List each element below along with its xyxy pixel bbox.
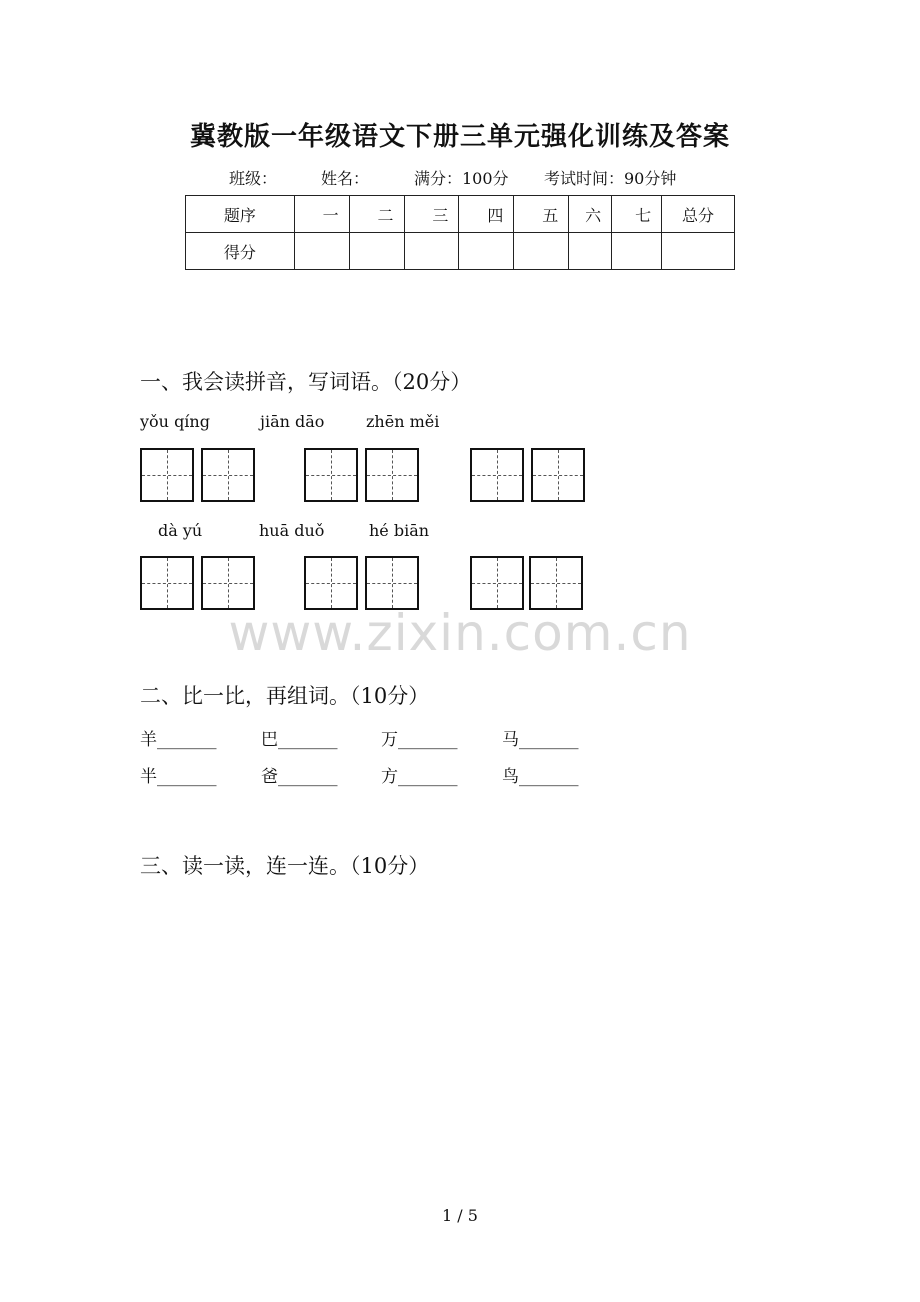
word-fill-item[interactable]: 方_______ bbox=[381, 767, 458, 787]
word-fill-item[interactable]: 巴_______ bbox=[261, 730, 338, 750]
pinyin-label: huā duǒ bbox=[259, 521, 325, 540]
writing-grid-box[interactable] bbox=[529, 556, 583, 610]
header-cell: 题序 bbox=[186, 196, 295, 233]
score-table-score-row bbox=[186, 233, 735, 270]
writing-grid-box[interactable] bbox=[140, 448, 194, 502]
writing-grid-box[interactable] bbox=[470, 448, 524, 502]
pinyin-label: jiān dāo bbox=[260, 412, 325, 431]
pinyin-label: yǒu qíng bbox=[140, 412, 210, 431]
writing-grid-box[interactable] bbox=[470, 556, 524, 610]
score-cell[interactable] bbox=[459, 233, 514, 270]
writing-grid-box[interactable] bbox=[304, 448, 358, 502]
writing-grid-box[interactable] bbox=[201, 556, 255, 610]
word-fill-item[interactable]: 万_______ bbox=[381, 730, 458, 750]
score-cell[interactable] bbox=[294, 233, 349, 270]
writing-grid-box[interactable] bbox=[531, 448, 585, 502]
header-cell: 一 bbox=[294, 196, 349, 233]
header-cell: 七 bbox=[612, 196, 662, 233]
writing-grid-box[interactable] bbox=[201, 448, 255, 502]
pinyin-label: dà yú bbox=[158, 521, 203, 540]
header-cell: 四 bbox=[459, 196, 514, 233]
score-cell[interactable] bbox=[662, 233, 735, 270]
document-title: 冀教版一年级语文下册三单元强化训练及答案 bbox=[189, 122, 730, 152]
row-label-cell: 得分 bbox=[186, 233, 295, 270]
class-label: 班级： bbox=[229, 169, 278, 188]
word-fill-item[interactable]: 鸟_______ bbox=[502, 767, 579, 787]
word-fill-item[interactable]: 马_______ bbox=[502, 730, 579, 750]
word-fill-item[interactable]: 爸_______ bbox=[261, 767, 338, 787]
name-label: 姓名： bbox=[321, 169, 370, 188]
section1-heading: 一、我会读拼音，写词语。（20分） bbox=[140, 370, 472, 394]
word-fill-item[interactable]: 羊_______ bbox=[140, 730, 217, 750]
header-cell: 总分 bbox=[662, 196, 735, 233]
score-cell[interactable] bbox=[612, 233, 662, 270]
writing-grid-box[interactable] bbox=[365, 556, 419, 610]
header-cell: 三 bbox=[404, 196, 459, 233]
score-cell[interactable] bbox=[514, 233, 569, 270]
header-cell: 二 bbox=[349, 196, 404, 233]
section3-heading: 三、读一读，连一连。（10分） bbox=[140, 854, 430, 878]
writing-grid-box[interactable] bbox=[304, 556, 358, 610]
header-cell: 五 bbox=[514, 196, 569, 233]
score-table bbox=[185, 195, 735, 270]
writing-grid-box[interactable] bbox=[365, 448, 419, 502]
pinyin-label: hé biān bbox=[369, 521, 430, 540]
page-number: 1 / 5 bbox=[442, 1206, 478, 1225]
exam-time: 考试时间：90分钟 bbox=[544, 169, 677, 188]
word-fill-item[interactable]: 半_______ bbox=[140, 767, 217, 787]
section2-heading: 二、比一比，再组词。（10分） bbox=[140, 684, 430, 708]
score-table-header-row bbox=[186, 196, 735, 233]
header-cell: 六 bbox=[569, 196, 612, 233]
pinyin-label: zhēn měi bbox=[366, 412, 440, 431]
score-cell[interactable] bbox=[404, 233, 459, 270]
score-cell[interactable] bbox=[569, 233, 612, 270]
watermark-text: www.zixin.com.cn bbox=[228, 604, 692, 662]
score-cell[interactable] bbox=[349, 233, 404, 270]
full-score: 满分：100分 bbox=[414, 169, 509, 188]
writing-grid-box[interactable] bbox=[140, 556, 194, 610]
